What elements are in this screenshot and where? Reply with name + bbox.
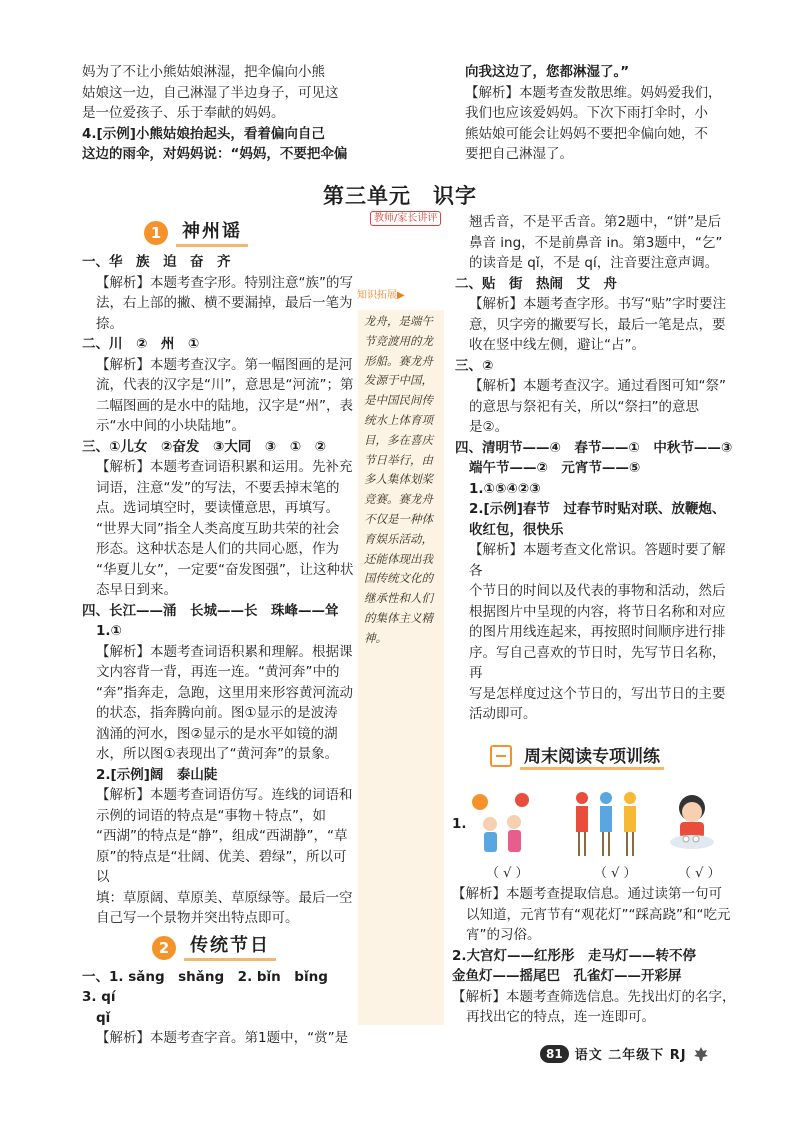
text-line: 我们也应该爱妈妈。下次下雨打伞时，小 <box>465 105 708 121</box>
analysis-line: 自己写一个景物并突出特点即可。 <box>96 910 299 926</box>
analysis-line: 【解析】本题考查字形。特别注意“族”的写 <box>96 274 353 291</box>
answer-line: 四、清明节——④ 春节——① 中秋节——③ <box>455 439 733 456</box>
analysis-line: 【解析】本题考查字形。书写“贴”字时要注 <box>469 296 726 312</box>
book-info: 语文 二年级下 RJ <box>574 1048 687 1063</box>
analysis-line: 活动即可。 <box>469 706 537 722</box>
answer-line: 金鱼灯——摇尾巴 孔雀灯——开彩屏 <box>452 968 682 984</box>
analysis-line: 【解析】本题考查提取信息。通过读第一句可 <box>452 886 722 902</box>
analysis-line: 态早日到来。 <box>96 582 177 598</box>
answer-line: 1.①⑤④②③ <box>469 480 541 497</box>
answer-line: qǐ <box>96 1009 111 1026</box>
text-line: 这边的雨伞，对妈妈说：“妈妈，不要把伞偏 <box>82 146 348 162</box>
festival-illustrations <box>452 784 742 864</box>
lantern-viewing-illustration <box>460 788 546 858</box>
analysis-line: 【解析】本题考查筛选信息。先找出灯的名字， <box>452 988 736 1005</box>
lesson-title: 传统节日 <box>184 934 276 961</box>
lesson-number-badge: 2 <box>152 936 176 960</box>
analysis-line: 的意思与祭祀有关，所以“祭扫”的意思 <box>469 398 699 415</box>
answer-line: 2.[示例]阔 泰山陡 <box>96 766 218 783</box>
analysis-line: 【解析】本题考查词语积累和运用。先补充 <box>96 459 353 475</box>
answer-checks <box>452 862 742 884</box>
analysis-line: “世界大同”指全人类高度互助共荣的社会 <box>96 520 340 537</box>
knowledge-tag: 知识拓展▶ <box>357 290 405 301</box>
text-line: 向我这边了，您都淋湿了。” <box>465 64 630 80</box>
right-column <box>455 212 738 725</box>
analysis-line: 填：草原阔、草原美、草原绿等。最后一空 <box>96 889 353 906</box>
answer-line: 三、①儿女 ②奋发 ③大同 ③ ① ② <box>82 438 327 455</box>
page-number: 81 <box>540 1045 569 1063</box>
analysis-line: 文内容背一背，再连一连。“黄河奔”中的 <box>96 664 340 680</box>
analysis-line: 法，右上部的撇、横不要漏掉，最后一笔为捺。 <box>96 295 353 332</box>
text-line: 要把自己淋湿了。 <box>465 146 573 162</box>
sidebar-text: 龙舟，是端午节竞渡用的龙形船。赛龙舟发源于中国，是中国民间传统水上体育项目，多在喜庆节日举行，由多人集体划桨竞赛。赛龙舟不仅是一种体育娱乐活动，还能体现出我国传统文化的继承性和人们的集体主义精神。 <box>364 314 433 645</box>
analysis-line: 词语，注意“发”的写法，不要丢掉末笔的 <box>96 479 340 496</box>
check-mark: （ √ ） <box>486 866 529 881</box>
book-icon <box>490 745 512 767</box>
answer-line: 二、贴 街 热闹 艾 舟 <box>455 275 617 292</box>
analysis-line: 翘舌音，不是平舌音。第2题中，“饼”是后 <box>469 214 722 230</box>
analysis-line: 的状态，指奔腾向前。图①显示的是波涛 <box>96 705 338 721</box>
maple-leaf-icon <box>693 1046 709 1062</box>
analysis-line: 示例的词语的特点是“事物＋特点”，如 <box>96 807 326 824</box>
text-line: 是一位爱孩子、乐于奉献的妈妈。 <box>82 105 285 121</box>
analysis-line: 个节日的时间以及代表的事物和活动，然后 <box>469 583 726 599</box>
question-number: 1. <box>452 816 467 832</box>
lesson-title: 神州谣 <box>176 220 248 247</box>
analysis-line: 【解析】本题考查词语仿写。连线的词语和 <box>96 787 353 803</box>
answer-line: 1.① <box>96 623 122 639</box>
analysis-line: 根据图片中呈现的内容，将节日名称和对应 <box>469 603 726 620</box>
analysis-line: 宵”的习俗。 <box>466 927 541 943</box>
analysis-line: “奔”指奔走，急跑，这里用来形容黄河流动 <box>96 684 353 701</box>
analysis-line: 意，贝字旁的撇要写长，最后一笔是点，要 <box>469 316 726 333</box>
analysis-line: 鼻音 ing，不是前鼻音 in。第3题中，“乞” <box>469 234 723 251</box>
text-line: 姑娘这一边，自己淋湿了半边身子，可见这 <box>82 84 339 101</box>
analysis-line: 【解析】本题考查字音。第1题中，“赏”是 <box>96 1030 349 1046</box>
analysis-line: 【解析】本题考查词语积累和理解。根据课 <box>96 643 353 660</box>
weekly-reading-heading <box>490 740 664 772</box>
analysis-line: 收在竖中线左侧，避让“占”。 <box>469 337 645 353</box>
lesson-2-heading <box>152 931 354 965</box>
answer-line: 三、② <box>455 357 494 374</box>
analysis-line: 以知道，元宵节有“观花灯”“踩高跷”和“吃元 <box>466 906 731 923</box>
answer-line: 二、川 ② 州 ① <box>82 336 200 352</box>
gutter-space <box>350 62 450 192</box>
analysis-line: 流，代表的汉字是“川”，意思是“河流”；第 <box>96 377 354 393</box>
analysis-line: “西湖”的特点是“静”，组成“西湖静”，“草 <box>96 828 348 844</box>
analysis-line: 二幅图画的是水中的陆地，汉字是“州”，表 <box>96 397 353 414</box>
analysis-line: 【解析】本题考查汉字。第一幅图画的是河 <box>96 356 353 373</box>
analysis-line: 是②。 <box>469 419 509 435</box>
lesson-1-heading <box>144 216 354 250</box>
teacher-tag: 教师/家长讲评 <box>370 211 441 226</box>
analysis-line: 原”的特点是“壮阔、优美、碧绿”，所以可以 <box>96 848 347 885</box>
answer-line: 收红包，很快乐 <box>469 521 564 538</box>
analysis-line: 的图片用线连起来，再按照时间顺序进行排 <box>469 624 726 640</box>
check-mark: （ √ ） <box>678 866 721 881</box>
analysis-line: 点。选词填空时，要读懂意思，再填写。 <box>96 500 339 516</box>
analysis-line: 形态。这种状态是人们的共同心愿，作为 <box>96 541 339 557</box>
analysis-line: 汹涌的河水，图②显示的是水平如镜的湖 <box>96 725 338 742</box>
text-line: 妈为了不让小熊姑娘淋湿，把伞偏向小熊 <box>82 64 325 80</box>
right-top-text <box>465 62 735 165</box>
answer-line: 一、华 族 迫 奋 齐 <box>82 254 231 270</box>
answer-line: 一、1. sǎng shǎng 2. bǐn bǐng 3. qí <box>82 968 342 1005</box>
answer-line: 2.[示例]春节 过春节时贴对联、放鞭炮、 <box>469 501 726 517</box>
analysis-line: 【解析】本题考查文化常识。答题时要了解各 <box>469 542 726 579</box>
text-line: 熊姑娘可能会让妈妈不要把伞偏向她，不 <box>465 125 708 142</box>
lesson-number-badge: 1 <box>144 221 168 245</box>
analysis-line: “华夏儿女”，一定要“奋发图强”，让这种状 <box>96 561 354 578</box>
analysis-line: 再找出它的特点，连一连即可。 <box>466 1009 655 1025</box>
analysis-line: 【解析】本题考查汉字。通过看图可知“祭” <box>469 378 726 394</box>
analysis-line: 水，所以图①表现出了“黄河奔”的景象。 <box>96 746 339 762</box>
weekly-answers <box>452 884 740 1028</box>
eating-yuanxiao-illustration <box>652 788 738 858</box>
left-top-text <box>82 62 354 165</box>
answer-line: 2.大宫灯——红彤彤 走马灯——转不停 <box>452 947 697 964</box>
analysis-line: 写是怎样度过这个节日的，写出节日的主要 <box>469 685 726 702</box>
page-footer <box>540 1044 709 1063</box>
analysis-line: 序。写自己喜欢的节日时，先写节日名称，再 <box>469 644 726 681</box>
analysis-line: 的读音是 qǐ，不是 qí，注音要注意声调。 <box>469 255 719 271</box>
text-line: 【解析】本题考查发散思维。妈妈爱我们， <box>465 84 722 101</box>
left-column <box>82 214 354 1049</box>
check-mark: （ √ ） <box>594 866 637 881</box>
answer-line: 四、长江——涌 长城——长 珠峰——耸 <box>82 602 339 619</box>
analysis-line: 示“水中间的小块陆地”。 <box>96 418 245 434</box>
weekly-title: 周末阅读专项训练 <box>520 742 664 770</box>
unit-title: 第三单元 识字 <box>323 184 477 208</box>
text-line: 4.[示例]小熊姑娘抬起头，看着偏向自己 <box>82 125 325 142</box>
answer-line: 端午节——② 元宵节——⑤ <box>469 460 641 476</box>
stilt-walking-illustration <box>562 788 648 858</box>
